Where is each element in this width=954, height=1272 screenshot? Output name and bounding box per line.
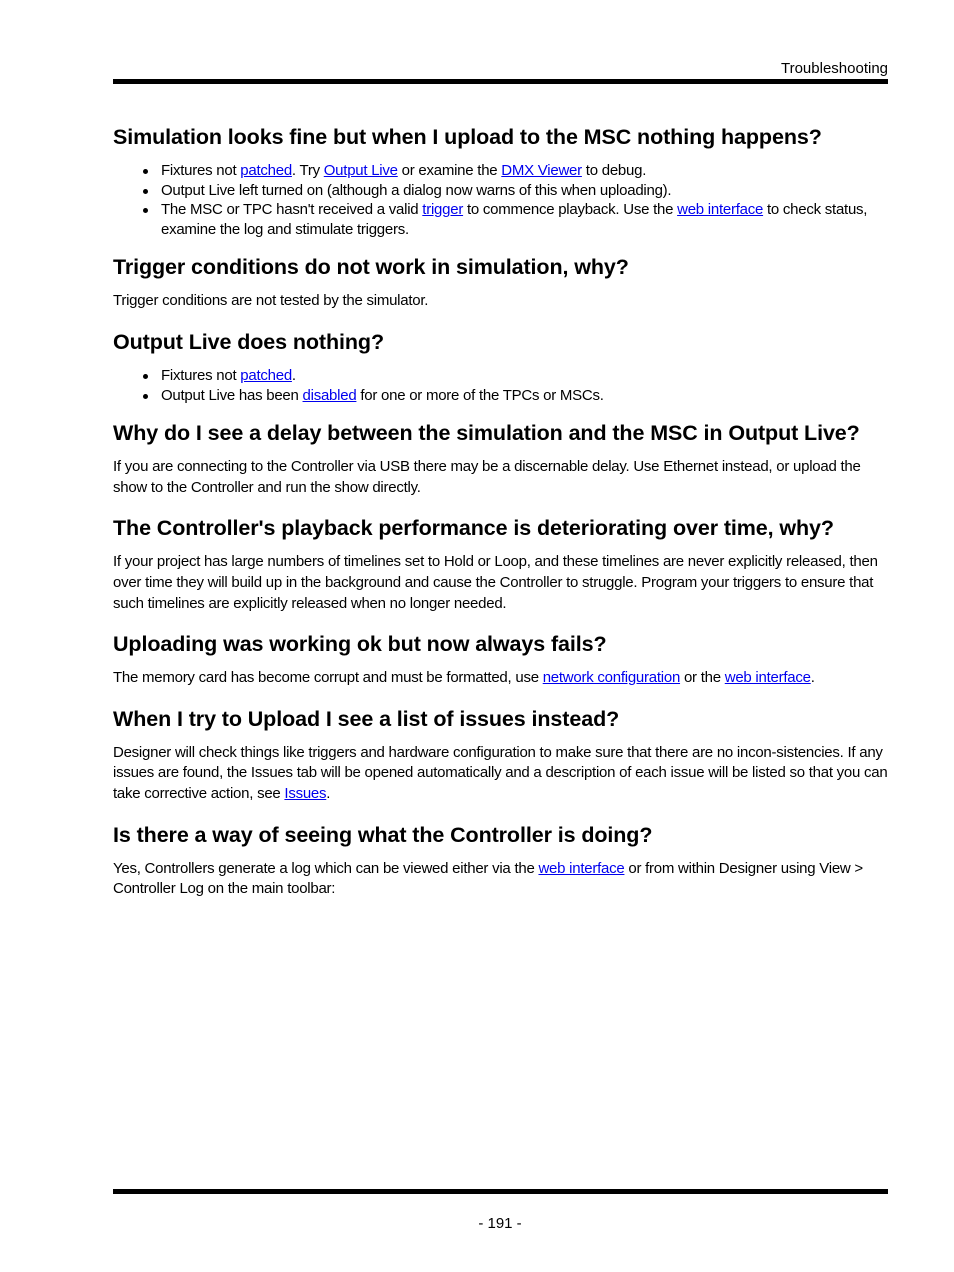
document-body: [113, 123, 889, 916]
link-dmx-viewer[interactable]: DMX Viewer: [501, 162, 582, 179]
text: Yes, Controllers generate a log which can be viewed either via the: [113, 859, 539, 877]
text: or the: [680, 669, 725, 687]
section-body: [113, 668, 889, 689]
text: to check status, examine the log and stimulate triggers.: [161, 201, 868, 238]
faq-section-delay: [113, 419, 889, 498]
section-body: Trigger conditions are not tested by the simulator.: [113, 292, 429, 310]
faq-section-issues-list: [113, 705, 889, 805]
section-heading: When I try to Upload I see a list of issues instead?: [113, 706, 620, 731]
link-trigger[interactable]: trigger: [422, 201, 464, 219]
faq-section-output-live-nothing: [113, 328, 889, 405]
faq-section-upload-fails: [113, 630, 889, 689]
faq-section-upload-nothing-happens: [113, 123, 889, 239]
text: Designer will check things like triggers and hardware configuration to make sure that there are no incon-sistencies. If any issues are found, the Issues tab will be opened automatically and a description of each issue will be listed so that you can take corrective action, see: [113, 743, 888, 802]
header-rule: [113, 79, 888, 84]
list-item: [113, 200, 889, 239]
text: The memory card has become corrupt and must be formatted, use: [113, 669, 543, 687]
faq-section-trigger-conditions: [113, 253, 889, 312]
text: for one or more of the TPCs or MSCs.: [356, 386, 604, 404]
text: .: [326, 784, 331, 802]
text: to commence playback. Use the: [463, 201, 678, 219]
bullet-list: [113, 161, 889, 239]
link-web-interface[interactable]: web interface: [538, 859, 625, 877]
text: Fixtures not: [161, 162, 241, 179]
section-body: If you are connecting to the Controller via USB there may be a discernable delay. Use Ethernet instead, or upload the show to the Controller and run the show directly.: [113, 458, 861, 496]
text: Fixtures not: [161, 366, 241, 384]
section-body: [113, 859, 889, 900]
text: or examine the: [397, 162, 502, 179]
section-body: [113, 743, 889, 805]
footer-rule: [113, 1189, 888, 1194]
link-web-interface[interactable]: web interface: [724, 669, 811, 687]
section-heading: Output Live does nothing?: [113, 329, 384, 354]
section-heading: The Controller's playback performance is deteriorating over time, why?: [113, 516, 834, 541]
link-disabled[interactable]: disabled: [302, 386, 357, 404]
running-header-title: Troubleshooting: [780, 60, 888, 77]
text: to debug.: [581, 162, 647, 179]
text: .: [291, 366, 296, 384]
link-patched[interactable]: patched: [240, 366, 292, 384]
text: Output Live left turned on (although a dialog now warns of this when uploading).: [161, 181, 672, 199]
section-heading: Why do I see a delay between the simulation and the MSC in Output Live?: [113, 421, 860, 446]
list-item: [113, 161, 889, 181]
list-item: [113, 181, 889, 201]
faq-section-performance: [113, 514, 889, 614]
section-heading: Trigger conditions do not work in simulation, why?: [113, 255, 629, 280]
section-heading: Simulation looks fine but when I upload to the MSC nothing happens?: [113, 125, 822, 149]
link-output-live[interactable]: Output Live: [323, 162, 398, 179]
text: or from within Designer using View > Controller Log on the main toolbar:: [113, 859, 863, 898]
bullet-list: [113, 366, 889, 405]
text: . Try: [291, 162, 324, 179]
faq-section-controller-log: [113, 821, 889, 900]
link-web-interface[interactable]: web interface: [677, 201, 764, 219]
link-network-configuration[interactable]: network configuration: [542, 669, 681, 687]
text: .: [810, 669, 815, 687]
page-number: - 191 -: [478, 1215, 522, 1232]
link-patched[interactable]: patched: [240, 162, 292, 179]
section-heading: Is there a way of seeing what the Controller is doing?: [113, 822, 653, 847]
list-item: [113, 386, 889, 406]
section-body: If your project has large numbers of timelines set to Hold or Loop, and these timelines are never explicitly released, then over time they will build up in the background and cause the Controller to struggle. Program your triggers to ensure that such timelines are explicitly released when no longer needed.: [113, 553, 878, 612]
section-heading: Uploading was working ok but now always fails?: [113, 632, 607, 657]
link-issues[interactable]: Issues: [284, 784, 327, 802]
text: The MSC or TPC hasn't received a valid: [161, 201, 423, 219]
text: Output Live has been: [161, 386, 303, 404]
list-item: [113, 366, 889, 386]
